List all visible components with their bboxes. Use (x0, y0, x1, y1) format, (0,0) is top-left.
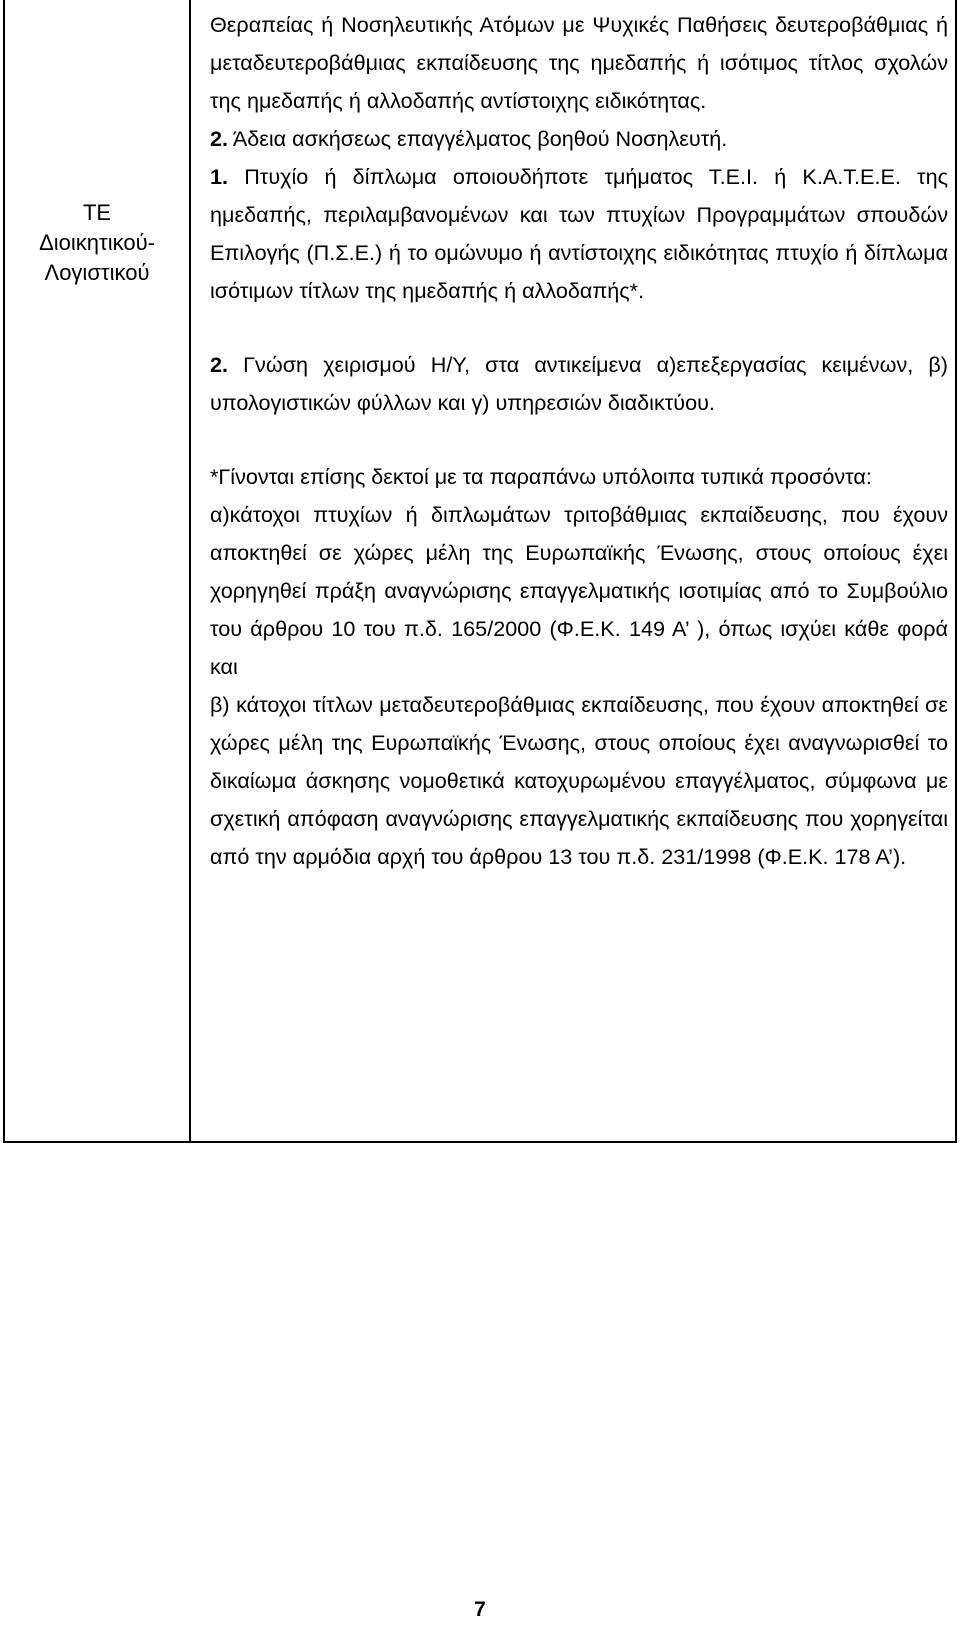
note-b: β) κάτοχοι τίτλων μεταδευτεροβάθμιας εκπαίδευσης, που έχουν αποκτηθεί σε χώρες μέλη της Ευρωπαϊκής Ένωσης, στους οποίους έχει αναγνωρισθεί το δικαίωμα άσκησης νομοθετικά κατοχυρωμένου επαγγέλματος, σύμφωνα με σχετική απόφαση αναγνώρισης επαγγελματικής εκπαίδευσης που χορηγείται από την αρμόδια αρχή του άρθρου 13 του π.δ. 231/1998 (Φ.Ε.Κ. 178 Α’). (210, 692, 948, 869)
note-a: α)κάτοχοι πτυχίων ή διπλωμάτων τριτοβάθμιας εκπαίδευσης, που έχουν αποκτηθεί σε χώρες μέλη της Ευρωπαϊκής Ένωσης, στους οποίους έχει χορηγηθεί πράξη αναγνώρισης επαγγελματικής ισοτιμίας από το Συμβούλιο του άρθρου 10 του π.δ. 165/2000 (Φ.Ε.Κ. 149 Α’ ), όπως ισχύει κάθε φορά και (210, 502, 948, 679)
page-number: 7 (474, 1598, 486, 1621)
requirement-1-number: 1. (210, 164, 229, 189)
license-paragraph (210, 120, 948, 158)
category-cell (5, 0, 191, 1141)
requirement-2-paragraph (210, 346, 948, 422)
requirement-1-paragraph (210, 158, 948, 310)
category-line-1: ΤΕ (82, 200, 112, 225)
requirement-2-text: Γνώση χειρισμού Η/Υ, στα αντικείμενα α)επεξεργασίας κειμένων, β) υπολογιστικών φύλλων και γ) υπηρεσιών διαδικτύου. (210, 352, 948, 415)
category-label (5, 198, 189, 288)
category-line-3: Λογιστικού (44, 260, 150, 285)
requirement-2-number: 2. (210, 352, 229, 377)
category-line-2: Διοικητικού- (39, 230, 155, 255)
requirements-cell (210, 6, 948, 876)
note-intro: *Γίνονται επίσης δεκτοί με τα παραπάνω υπόλοιπα τυπικά προσόντα: (210, 464, 872, 489)
intro-paragraph: Θεραπείας ή Νοσηλευτικής Ατόμων με Ψυχικές Παθήσεις δευτεροβάθμιας ή μεταδευτεροβάθμιας εκπαίδευσης της ημεδαπής ή ισότιμος τίτλος σχολών της ημεδαπής ή αλλοδαπής αντίστοιχης ειδικότητας. (210, 12, 948, 113)
license-number: 2. (210, 126, 229, 151)
license-text: Άδεια ασκήσεως επαγγέλματος βοηθού Νοσηλευτή. (228, 126, 728, 151)
requirement-1-text: Πτυχίο ή δίπλωμα οποιουδήποτε τμήματος Τ.Ε.Ι. ή Κ.Α.Τ.Ε.Ε. της ημεδαπής, περιλαμβανομένων και των πτυχίων Προγραμμάτων σπουδών Επιλογής (Π.Σ.Ε.) ή το ομώνυμο ή αντίστοιχης ειδικότητας πτυχίο ή δίπλωμα ισότιμων τίτλων της ημεδαπής ή αλλοδαπής*. (210, 164, 948, 303)
qualifications-table (3, 0, 957, 1143)
